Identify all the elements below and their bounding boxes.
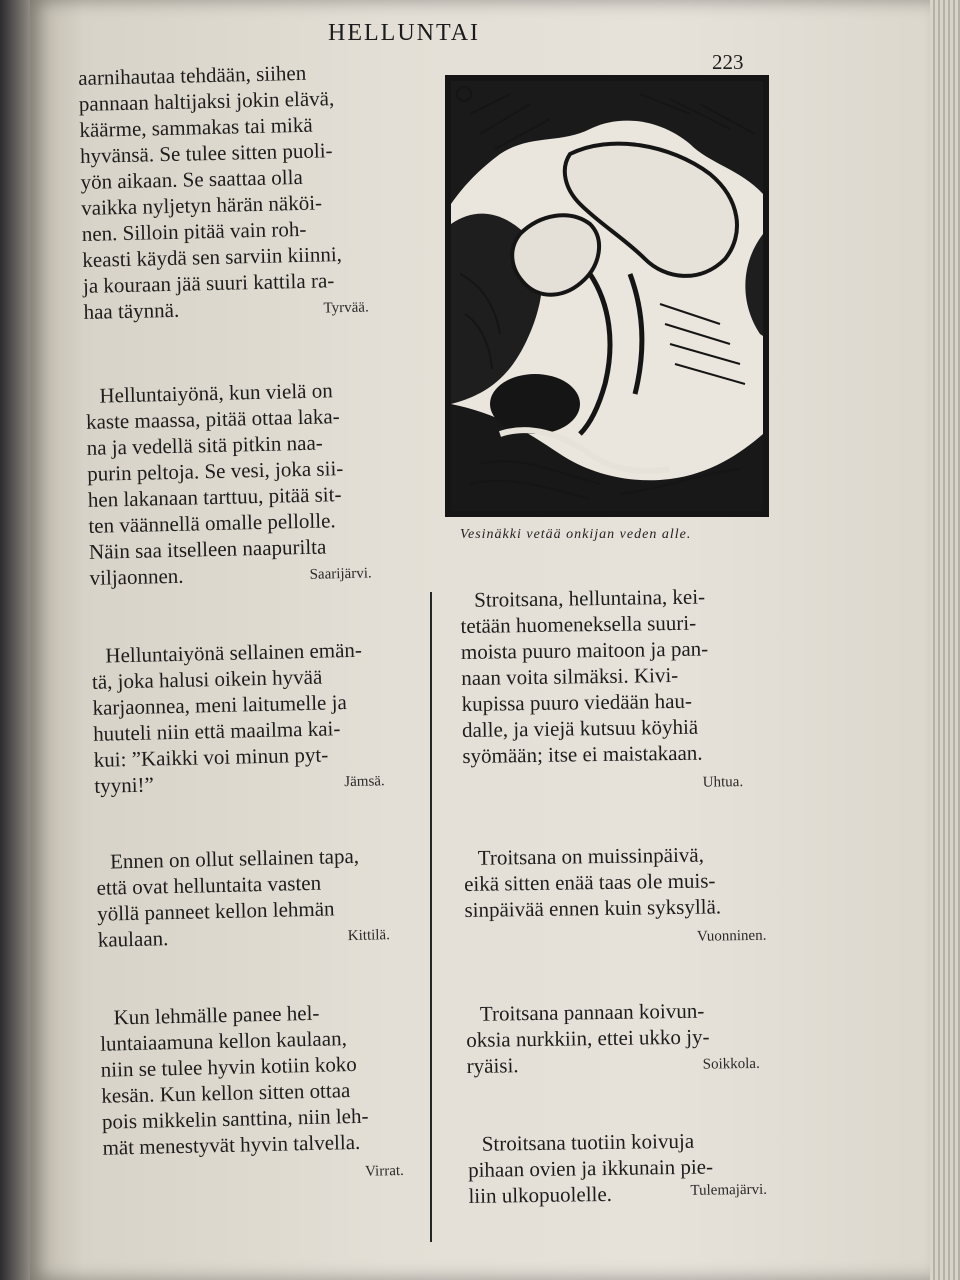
text-line: niin se tulee hyvin kotiin koko — [100, 1051, 358, 1082]
text-line: Kun lehmälle panee hel- — [113, 1000, 320, 1030]
text-line: haa täynnä. — [83, 297, 180, 324]
text-line: moista puuro maitoon ja pan- — [460, 636, 709, 664]
text-line: yöllä panneet kellon lehmän — [96, 896, 335, 926]
text-line: kesän. Kun kellon sitten ottaa — [101, 1078, 351, 1108]
text-line: tyyni!” — [94, 772, 155, 798]
page-stack-edge — [930, 0, 960, 1280]
running-head: HELLUNTAI — [328, 20, 481, 46]
text-line: hen lakanaan tarttuu, pitää sit- — [87, 482, 342, 512]
place-name: Uhtua. — [702, 774, 744, 791]
text-line: ten väännellä omalle pellolle. — [88, 508, 336, 538]
text-line: että ovat helluntaita vasten — [96, 870, 322, 900]
place-name: Tyrvää. — [323, 299, 369, 317]
text-line: na ja vedellä sitä pitkin naa- — [86, 430, 324, 460]
text-line: kaulaan. — [97, 926, 169, 952]
text-line: Troitsana pannaan koivun- — [479, 998, 705, 1026]
place-name: Saarijärvi. — [309, 565, 372, 583]
right-column — [460, 584, 789, 1228]
text-line: purin peltoja. Se vesi, joka sii- — [86, 456, 344, 486]
text-line: Näin saa itselleen naapurilta — [88, 534, 327, 564]
text-line: aarnihautaa tehdään, siihen — [78, 60, 307, 90]
text-line: pihaan ovien ja ikkunain pie- — [467, 1154, 714, 1182]
text-line: ryäisi. — [466, 1053, 519, 1078]
text-line: mät menestyvät hyvin talvella. — [102, 1129, 361, 1160]
text-line: keasti käydä sen sarviin kiinni, — [82, 242, 343, 272]
text-line: tä, joka halusi oikein hyvää — [91, 664, 323, 694]
text-line: Ennen on ollut sellainen tapa, — [109, 843, 360, 874]
text-line: pannaan haltijaksi jokin elävä, — [78, 86, 335, 116]
text-line: Troitsana on muissinpäivä, — [477, 842, 705, 870]
left-column — [78, 58, 445, 1265]
text-line: kupissa puuro viedään hau- — [461, 688, 693, 716]
text-line: ja kouraan jää suuri kattila ra- — [82, 268, 335, 298]
illustration-caption: Vesinäkki vetää onkijan veden alle. — [460, 527, 692, 542]
text-line: viljaonnen. — [89, 563, 184, 590]
text-line: nen. Silloin pitää vain roh- — [81, 216, 307, 246]
text-line: käärme, sammakas tai mikä — [79, 112, 313, 142]
woodcut-illustration — [440, 74, 770, 520]
text-line: Stroitsana, helluntaina, kei- — [473, 584, 706, 612]
text-line: Stroitsana tuotiin koivuja — [481, 1128, 695, 1156]
page-number: 223 — [712, 50, 744, 74]
text-line: dalle, ja viejä kutsuu köyhiä — [461, 714, 699, 742]
text-line: naan voita silmäksi. Kivi- — [461, 662, 679, 690]
text-line: kaste maassa, pitää ottaa laka- — [85, 404, 340, 434]
text-line: tetään huomeneksella suuri- — [460, 610, 697, 638]
text-line: vaikka nyljetyn härän näköi- — [80, 190, 323, 220]
text-line: kui: ”Kaikki voi minun pyt- — [93, 742, 329, 772]
text-line: huuteli niin että maailma kai- — [92, 716, 341, 746]
text-line: sinpäivää ennen kuin syksyllä. — [464, 894, 722, 922]
text-line: luntaiaamuna kellon kaulaan, — [99, 1026, 348, 1056]
column-divider — [430, 592, 432, 1242]
text-line: karjaonnea, meni laitumelle ja — [92, 690, 348, 720]
text-line: Helluntaiyönä, kun vielä on — [99, 378, 333, 408]
place-name: Soikkola. — [702, 1055, 760, 1073]
place-name: Vuonninen. — [696, 927, 767, 945]
place-name: Kittilä. — [347, 927, 391, 945]
text-line: yön aikaan. Se saattaa olla — [80, 164, 304, 194]
place-name: Tulemajärvi. — [690, 1181, 768, 1199]
text-line: oksia nurkkiin, ettei ukko jy- — [466, 1024, 710, 1052]
text-line: Helluntaiyönä sellainen emän- — [105, 637, 363, 668]
text-line: liin ulkopuolelle. — [468, 1181, 613, 1208]
text-line: hyvänsä. Se tulee sitten puoli- — [79, 138, 333, 168]
place-name: Virrat. — [364, 1162, 405, 1180]
place-name: Jämsä. — [344, 773, 385, 791]
text-line: syömään; itse ei maistakaan. — [462, 740, 703, 768]
text-line: pois mikkelin santtina, niin leh- — [101, 1103, 369, 1134]
text-line: eikä sitten enää taas ole muis- — [463, 868, 716, 896]
